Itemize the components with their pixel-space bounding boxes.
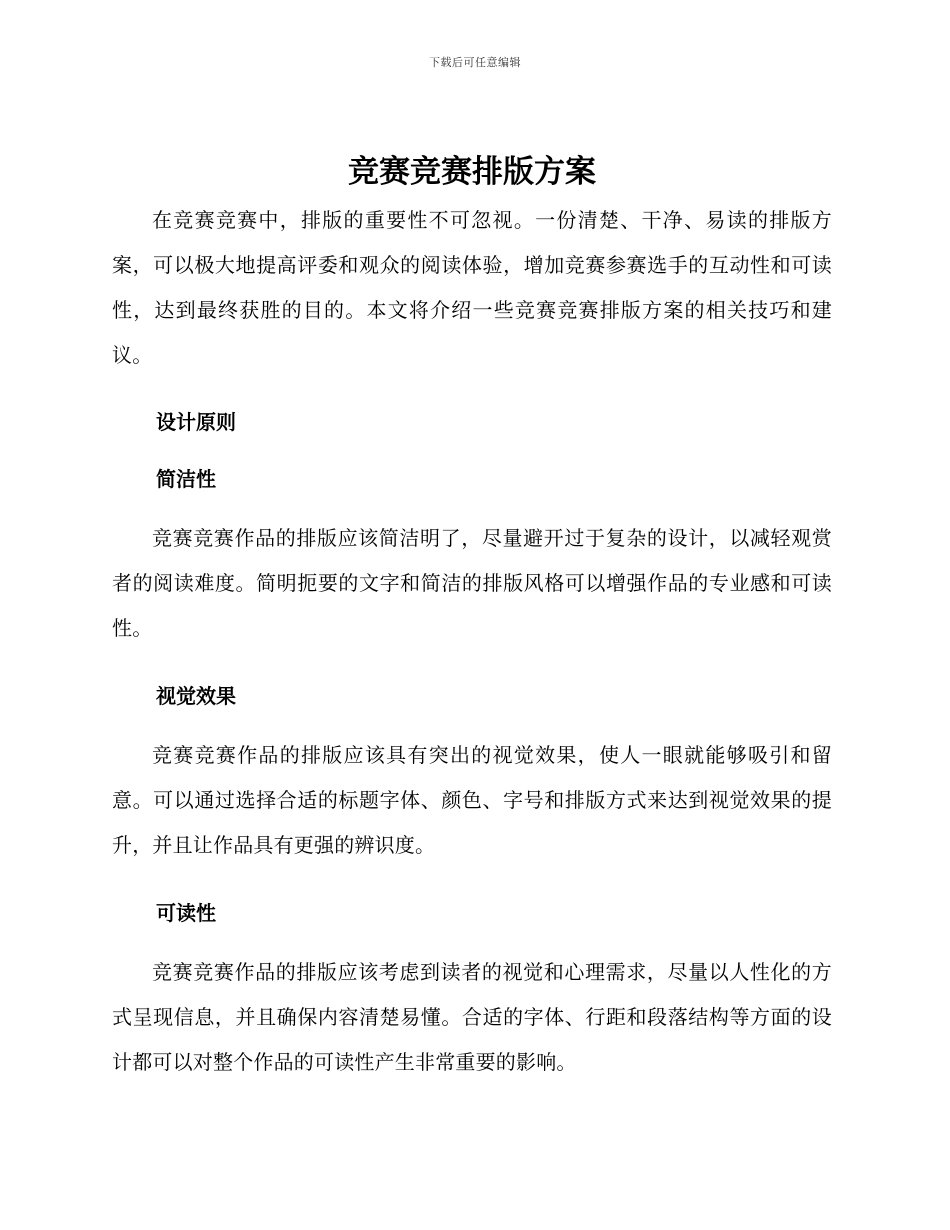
paragraph-visual-effect: 竞赛竞赛作品的排版应该具有突出的视觉效果，使人一眼就能够吸引和留意。可以通过选择合适的标题字体、颜色、字号和排版方式来达到视觉效果的提升，并且让作品具有更强的辨识度。 (112, 743, 832, 857)
subheading-simplicity: 简洁性 (156, 467, 216, 491)
paragraph-readability: 竞赛竞赛作品的排版应该考虑到读者的视觉和心理需求，尽量以人性化的方式呈现信息，并且确保内容清楚易懂。合适的字体、行距和段落结构等方面的设计都可以对整个作品的可读性产生非常重要的影响。 (112, 960, 832, 1074)
subheading-readability: 可读性 (156, 901, 216, 925)
paragraph-simplicity: 竞赛竞赛作品的排版应该简洁明了，尽量避开过于复杂的设计，以减轻观赏者的阅读难度。简明扼要的文字和简洁的排版风格可以增强作品的专业感和可读性。 (112, 526, 832, 640)
intro-paragraph: 在竞赛竞赛中，排版的重要性不可忽视。一份清楚、干净、易读的排版方案，可以极大地提高评委和观众的阅读体验，增加竞赛参赛选手的互动性和可读性，达到最终获胜的目的。本文将介绍一些竞赛竞赛排版方案的相关技巧和建议。 (112, 208, 832, 367)
subheading-visual-effect: 视觉效果 (156, 684, 236, 708)
page-header-note: 下载后可任意编辑 (429, 56, 521, 69)
section-heading-design-principles: 设计原则 (156, 410, 236, 434)
document-body (112, 150, 832, 1085)
document-title: 竞赛竞赛排版方案 (348, 154, 596, 190)
